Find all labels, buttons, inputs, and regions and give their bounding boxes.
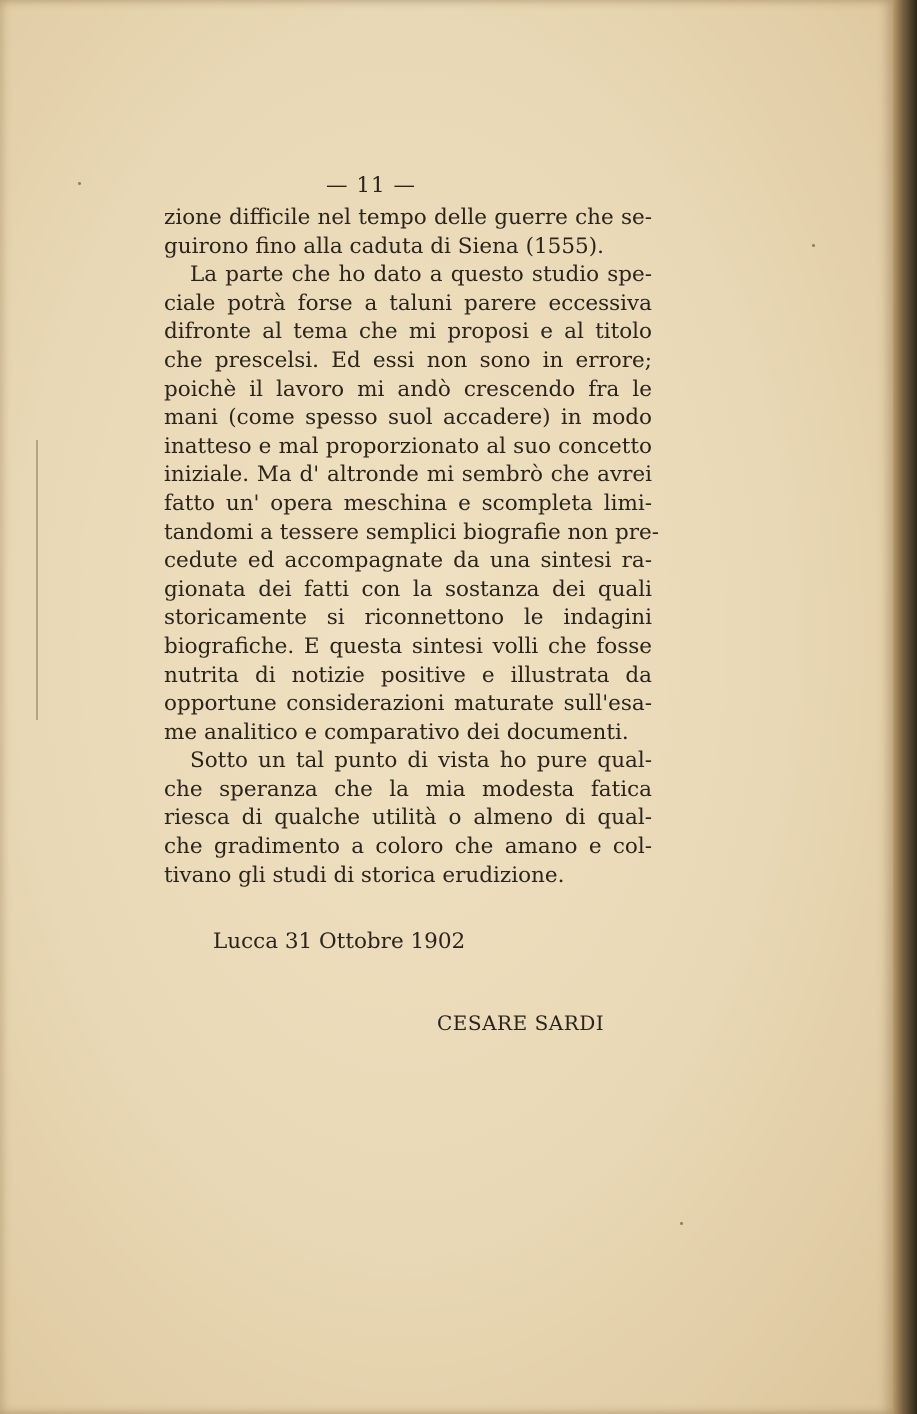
page-crease bbox=[36, 440, 38, 720]
text-line: gionata dei fatti con la sostanza dei quali bbox=[164, 576, 652, 602]
text-line: mani (come spesso suol accadere) in modo bbox=[164, 405, 652, 431]
paragraph-2 bbox=[164, 261, 660, 747]
text-line: iniziale. Ma d' altronde mi sembrò che avrei bbox=[164, 462, 652, 488]
text-line: La parte che ho dato a questo studio spe- bbox=[190, 262, 652, 288]
text-line: tivano gli studi di storica erudizione. bbox=[164, 862, 565, 888]
page-number: — 11 — bbox=[325, 173, 417, 198]
text-line: riesca di qualche utilità o almeno di qual- bbox=[164, 805, 652, 831]
text-line: biografiche. E questa sintesi volli che fosse bbox=[164, 633, 652, 659]
text-line: inatteso e mal proporzionato al suo concetto bbox=[164, 433, 652, 459]
text-line: difronte al tema che mi proposi e al titolo bbox=[164, 319, 652, 345]
paragraph-1 bbox=[164, 204, 652, 261]
text-line: Sotto un tal punto di vista ho pure qual- bbox=[190, 748, 652, 774]
text-line: cedute ed accompagnate da una sintesi ra- bbox=[164, 548, 652, 574]
text-line: fatto un' opera meschina e scompleta limi- bbox=[164, 490, 652, 516]
paper-speck bbox=[812, 244, 815, 247]
text-line: che gradimento a coloro che amano e col- bbox=[164, 834, 652, 860]
text-line: che prescelsi. Ed essi non sono in errore; bbox=[164, 347, 652, 373]
paper-speck bbox=[78, 182, 81, 185]
text-line: opportune considerazioni maturate sull'esa- bbox=[164, 691, 652, 717]
text-line: nutrita di notizie positive e illustrata da bbox=[164, 662, 652, 688]
book-edge bbox=[893, 0, 917, 1414]
dateline: Lucca 31 Ottobre 1902 bbox=[213, 929, 466, 954]
text-line: storicamente si riconnettono le indagini bbox=[164, 605, 652, 631]
text-line: zione difficile nel tempo delle guerre che se- bbox=[164, 205, 652, 230]
text-line: poichè il lavoro mi andò crescendo fra le bbox=[164, 376, 652, 402]
text-line: guirono fino alla caduta di Siena (1555). bbox=[164, 233, 604, 259]
text-line: tandomi a tessere semplici biografie non pre- bbox=[164, 519, 660, 545]
paper-speck bbox=[680, 1222, 683, 1225]
text-line: ciale potrà forse a taluni parere eccessiva bbox=[164, 290, 652, 316]
author-signature: CESARE SARDI bbox=[437, 1011, 605, 1035]
text-line: me analitico e comparativo dei documenti. bbox=[164, 719, 629, 745]
body-text bbox=[164, 172, 660, 890]
text-line: che speranza che la mia modesta fatica bbox=[164, 776, 652, 802]
paragraph-3 bbox=[164, 747, 652, 890]
